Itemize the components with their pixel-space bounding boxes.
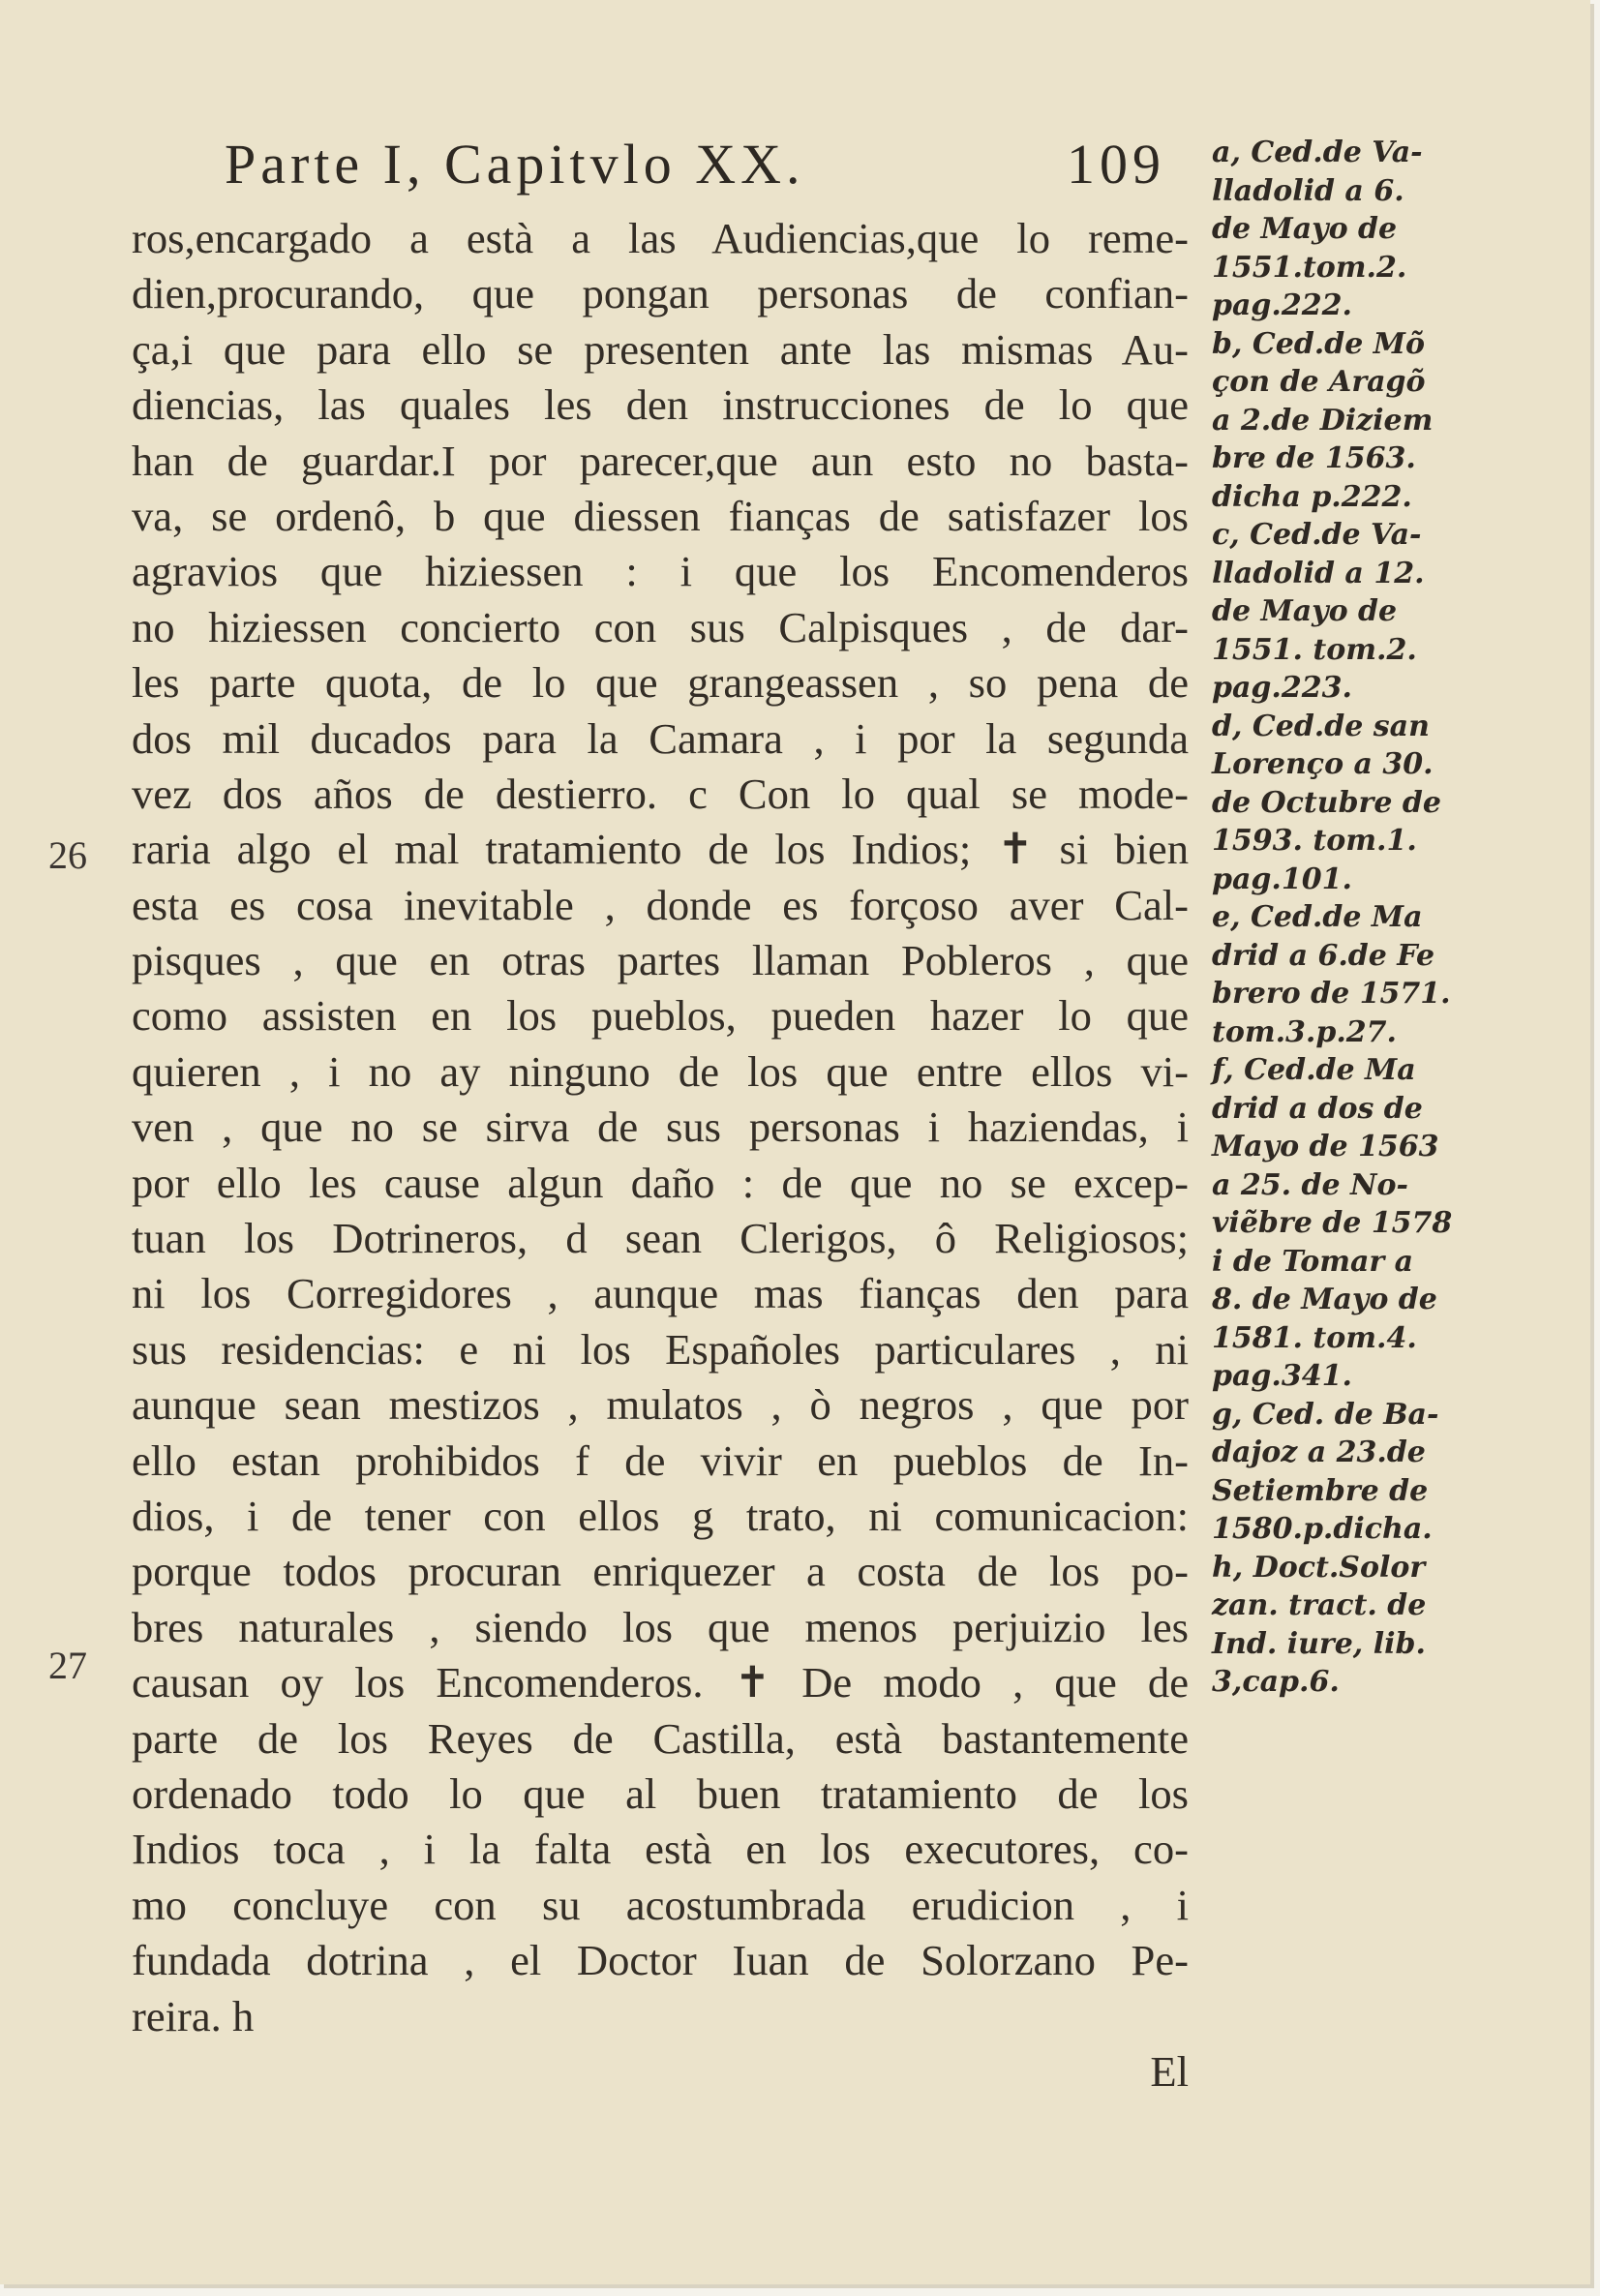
margin-note-line: 8. de Mayo de xyxy=(1212,1283,1437,1316)
margin-note-line: drid a dos de xyxy=(1212,1091,1423,1126)
text-line: parte de los Reyes de Castilla, està bastantemente xyxy=(132,1713,1189,1763)
text-line: mo concluye con su acostumbrada erudicion , i xyxy=(132,1880,1189,1929)
text-line: tuan los Dotrineros, d sean Clerigos, ô Religiosos; xyxy=(132,1214,1189,1263)
margin-note-line: c, Ced.de Va- xyxy=(1212,518,1422,552)
margin-note-line: b, Ced.de Mõ xyxy=(1212,326,1425,361)
text-line: pisques , que en otras partes llaman Pobleros , que xyxy=(132,936,1189,985)
text-line: quieren , i no ay ninguno de los que entre ellos vi- xyxy=(132,1046,1189,1096)
text-line: les parte quota, de lo que grangeassen , so pena de xyxy=(132,658,1189,708)
margin-note-line: brero de 1571. xyxy=(1212,977,1451,1011)
margin-note-line: Mayo de 1563 xyxy=(1212,1130,1439,1163)
text-line: va, se ordenô, b que diessen fianças de satisfazer los xyxy=(132,491,1189,540)
margin-note-line: i de Tomar a xyxy=(1212,1244,1414,1279)
text-line: fundada dotrina , el Doctor Iuan de Solorzano Pe- xyxy=(132,1936,1189,1985)
margin-note-line: 1581. tom.4. xyxy=(1212,1320,1417,1355)
margin-note-line: a 2.de Diziem xyxy=(1212,403,1434,438)
margin-note-line: pag.101. xyxy=(1212,861,1352,896)
margin-note-line: çon de Aragõ xyxy=(1212,365,1426,399)
catchword: El xyxy=(1150,2046,1189,2096)
text-line: ros,encargado a està a las Audiencias,que lo reme- xyxy=(132,214,1189,262)
margin-note-line: h, Doct.Solor xyxy=(1212,1550,1426,1585)
margin-note-line: lladolid a 12. xyxy=(1212,556,1425,590)
line-number-27: 27 xyxy=(48,1644,87,1687)
margin-note-line: d, Ced.de san xyxy=(1212,709,1430,743)
text-line: diencias, las quales les den instrucciones de lo que xyxy=(132,380,1189,430)
margin-note-line: dicha p.222. xyxy=(1212,479,1412,514)
text-line: ello estan prohibidos f de vivir en pueblos de In- xyxy=(132,1435,1189,1485)
line-number-26: 26 xyxy=(48,833,87,877)
text-line: reira. h xyxy=(132,1991,255,2040)
margin-note-line: pag.223. xyxy=(1212,671,1352,705)
margin-note-line: 1593. tom.1. xyxy=(1212,824,1417,858)
text-line: no hiziessen concierto con sus Calpisques , de dar- xyxy=(132,602,1189,651)
text-line: esta es cosa inevitable , donde es forçoso aver Cal- xyxy=(132,880,1189,929)
margin-note-line: 1551. tom.2. xyxy=(1212,632,1417,667)
text-line: dios, i de tener con ellos g trato, ni comunicacion: xyxy=(132,1491,1189,1540)
text-line: vez dos años de destierro. c Con lo qual se mode- xyxy=(132,769,1189,818)
marginal-notes xyxy=(1212,134,1454,1702)
text-line: como assisten en los pueblos, pueden hazer lo que xyxy=(132,991,1189,1041)
margin-note-line: bre de 1563. xyxy=(1212,441,1416,475)
margin-note-line: pag.341. xyxy=(1212,1359,1352,1393)
text-line: por ello les cause algun daño : de que no se excep- xyxy=(132,1158,1189,1207)
margin-note-line: lladolid a 6. xyxy=(1212,173,1404,208)
margin-note-line: tom.3.p.27. xyxy=(1212,1014,1397,1049)
text-line: raria algo el mal tratamiento de los Indios; ✝ si bien xyxy=(132,825,1189,874)
running-head xyxy=(225,132,1212,199)
body-text xyxy=(132,211,1189,2100)
text-line: ça,i que para ello se presenten ante las mismas Au- xyxy=(132,324,1189,374)
margin-note-line: dajoz a 23.de xyxy=(1212,1435,1426,1469)
margin-note-line: 1551.tom.2. xyxy=(1212,250,1407,285)
margin-note-line: Lorenço a 30. xyxy=(1212,747,1434,781)
text-line: causan oy los Encomenderos. ✝ De modo , que de xyxy=(132,1658,1189,1707)
text-line: ordenado todo lo que al buen tratamiento de los xyxy=(132,1768,1189,1818)
text-line: sus residencias: e ni los Españoles particulares , ni xyxy=(132,1324,1189,1374)
text-line: Indios toca , i la falta està en los executores, co- xyxy=(132,1825,1189,1874)
margin-note-line: a, Ced.de Va- xyxy=(1212,136,1423,169)
text-line: ven , que no se sirva de sus personas i haziendas, i xyxy=(132,1103,1189,1152)
running-title: Parte I, Capitvlo XX. xyxy=(225,133,805,196)
page-number: 109 xyxy=(1067,133,1165,196)
margin-note-line: f, Ced.de Ma xyxy=(1212,1053,1416,1087)
text-line: bres naturales , siendo los que menos perjuizio les xyxy=(132,1602,1189,1651)
text-line: dien,procurando, que pongan personas de confian- xyxy=(132,269,1189,318)
text-line: dos mil ducados para la Camara , i por la segunda xyxy=(132,713,1189,763)
margin-note-line: a 25. de No- xyxy=(1212,1167,1408,1202)
margin-note-line: zan. tract. de xyxy=(1212,1588,1427,1622)
margin-note-line: e, Ced.de Ma xyxy=(1212,900,1423,934)
text-line: ni los Corregidores , aunque mas fianças den para xyxy=(132,1269,1189,1318)
margin-note-line: Ind. iure, lib. xyxy=(1212,1626,1426,1661)
text-line: porque todos procuran enriquezer a costa de los po- xyxy=(132,1547,1189,1596)
text-line: aunque sean mestizos , mulatos , ò negros , que por xyxy=(132,1380,1189,1430)
margin-note-line: de Mayo de xyxy=(1212,212,1398,246)
margin-note-line: Setiembre de xyxy=(1212,1473,1429,1508)
text-line: agravios que hiziessen : i que los Encomenderos xyxy=(132,547,1189,596)
text-line: han de guardar.I por parecer,que aun esto no basta- xyxy=(132,436,1189,485)
margin-note-line: 3,cap.6. xyxy=(1212,1665,1340,1699)
margin-note-line: 1580.p.dicha. xyxy=(1212,1512,1433,1546)
margin-note-line: g, Ced. de Ba- xyxy=(1212,1397,1439,1432)
margin-note-line: de Mayo de xyxy=(1212,594,1398,628)
margin-note-line: drid a 6.de Fe xyxy=(1212,938,1435,973)
margin-note-line: pag.222. xyxy=(1212,288,1352,322)
margin-note-line: de Octubre de xyxy=(1212,785,1441,820)
margin-note-line: viẽbre de 1578 xyxy=(1212,1206,1453,1240)
